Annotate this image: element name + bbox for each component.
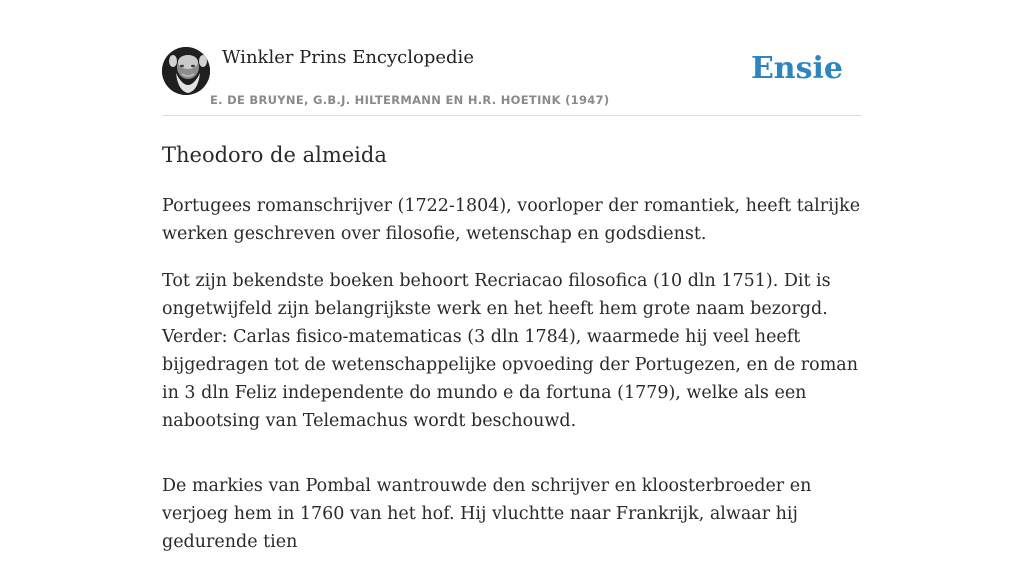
ensie-logo-link[interactable]: Ensie: [750, 51, 843, 86]
page-container: [162, 0, 862, 552]
article-paragraph: De markies van Pombal wantrouwde den schrijver en kloosterbroeder en verjoeg hem in 1760 van het hof. Hij vluchtte naar Frankrijk, alwaar hij gedurende tien: [162, 476, 812, 552]
article-title: Theodoro de almeida: [162, 143, 387, 167]
source-title[interactable]: Winkler Prins Encyclopedie: [222, 47, 474, 68]
portrait-icon: [162, 47, 210, 95]
article-paragraph: Portugees romanschrijver (1722-1804), voorloper der romantiek, heeft talrijke werken geschreven over filosofie, wetenschap en godsdienst.: [162, 196, 861, 244]
source-authors: E. DE BRUYNE, G.B.J. HILTERMANN EN H.R. HOETINK (1947): [210, 93, 610, 107]
source-header: [162, 0, 862, 116]
article-body: [162, 192, 862, 575]
article-paragraph: Tot zijn bekendste boeken behoort Recriacao filosofica (10 dln 1751). Dit is ongetwijfeld zijn belangrijkste werk en het heeft hem grote naam bezorgd. Verder: Carlas fisico-matematicas (3 dln 1784), waarmede hij veel heeft bijgedragen tot de wetenschappelijke opvoeding der Portugezen, en de roman in 3 dln Feliz independente do mundo e da fortuna (1779), welke als een nabootsing van Telemachus wordt beschouwd.: [162, 271, 859, 431]
